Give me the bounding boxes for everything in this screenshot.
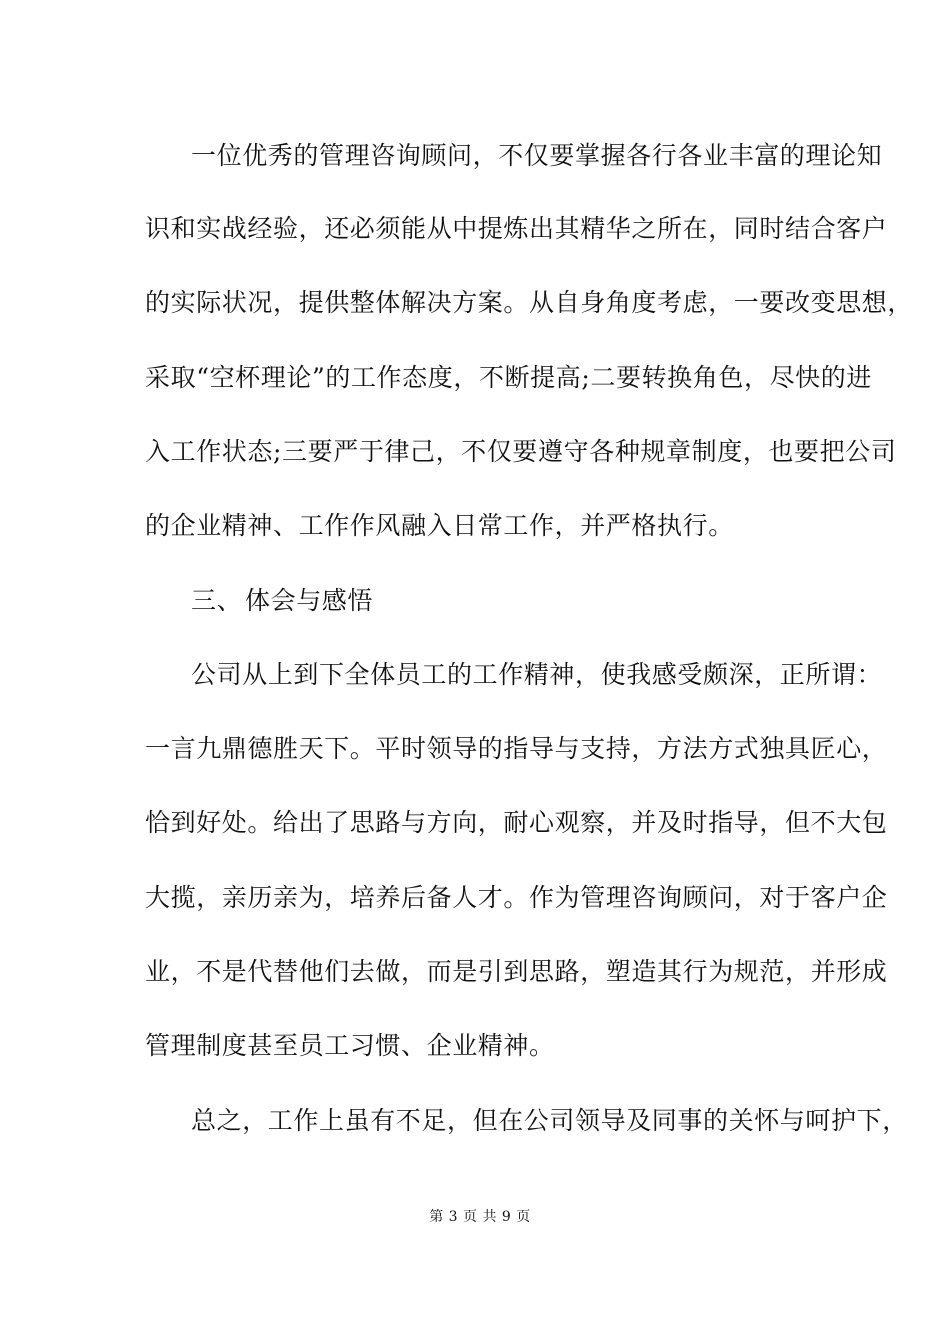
paragraph-line: 采取“空杯理论”的工作态度，不断提高;二要转换角色，尽快的进	[145, 363, 872, 392]
paragraph-line: 一言九鼎德胜天下。平时领导的指导与支持，方法方式独具匠心，	[145, 734, 888, 763]
paragraph-line: 总之，工作上虽有不足，但在公司领导及同事的关怀与呵护下，	[191, 1106, 908, 1135]
section-number: 三、	[191, 586, 243, 615]
paragraph-line: 管理制度甚至员工习惯、企业精神。	[145, 1031, 555, 1060]
section-title: 体会与感悟	[245, 586, 374, 615]
paragraph-line: 一位优秀的管理咨询顾问，不仅要掌握各行各业丰富的理论知	[191, 141, 883, 170]
paragraph-line: 识和实战经验，还必须能从中提炼出其精华之所在，同时结合客户	[145, 214, 888, 243]
paragraph-line: 业，不是代替他们去做，而是引到思路，塑造其行为规范，并形成	[145, 957, 888, 986]
page-number-footer: 第 3 页 共 9 页	[429, 1209, 531, 1225]
paragraph-line: 的实际状况，提供整体解决方案。从自身角度考虑，一要改变思想，	[145, 288, 914, 317]
paragraph-line: 恰到好处。给出了思路与方向，耐心观察，并及时指导，但不大包	[145, 808, 888, 837]
section-heading	[191, 586, 871, 616]
paragraph-line: 的企业精神、工作作风融入日常工作，并严格执行。	[145, 511, 734, 540]
paragraph-line: 大揽，亲历亲为，培养后备人才。作为管理咨询顾问，对于客户企	[145, 883, 888, 912]
paragraph-line: 公司从上到下全体员工的工作精神，使我感受颇深，正所谓：	[191, 660, 883, 689]
paragraph-line: 入工作状态;三要严于律己，不仅要遵守各种规章制度，也要把公司	[145, 437, 897, 466]
